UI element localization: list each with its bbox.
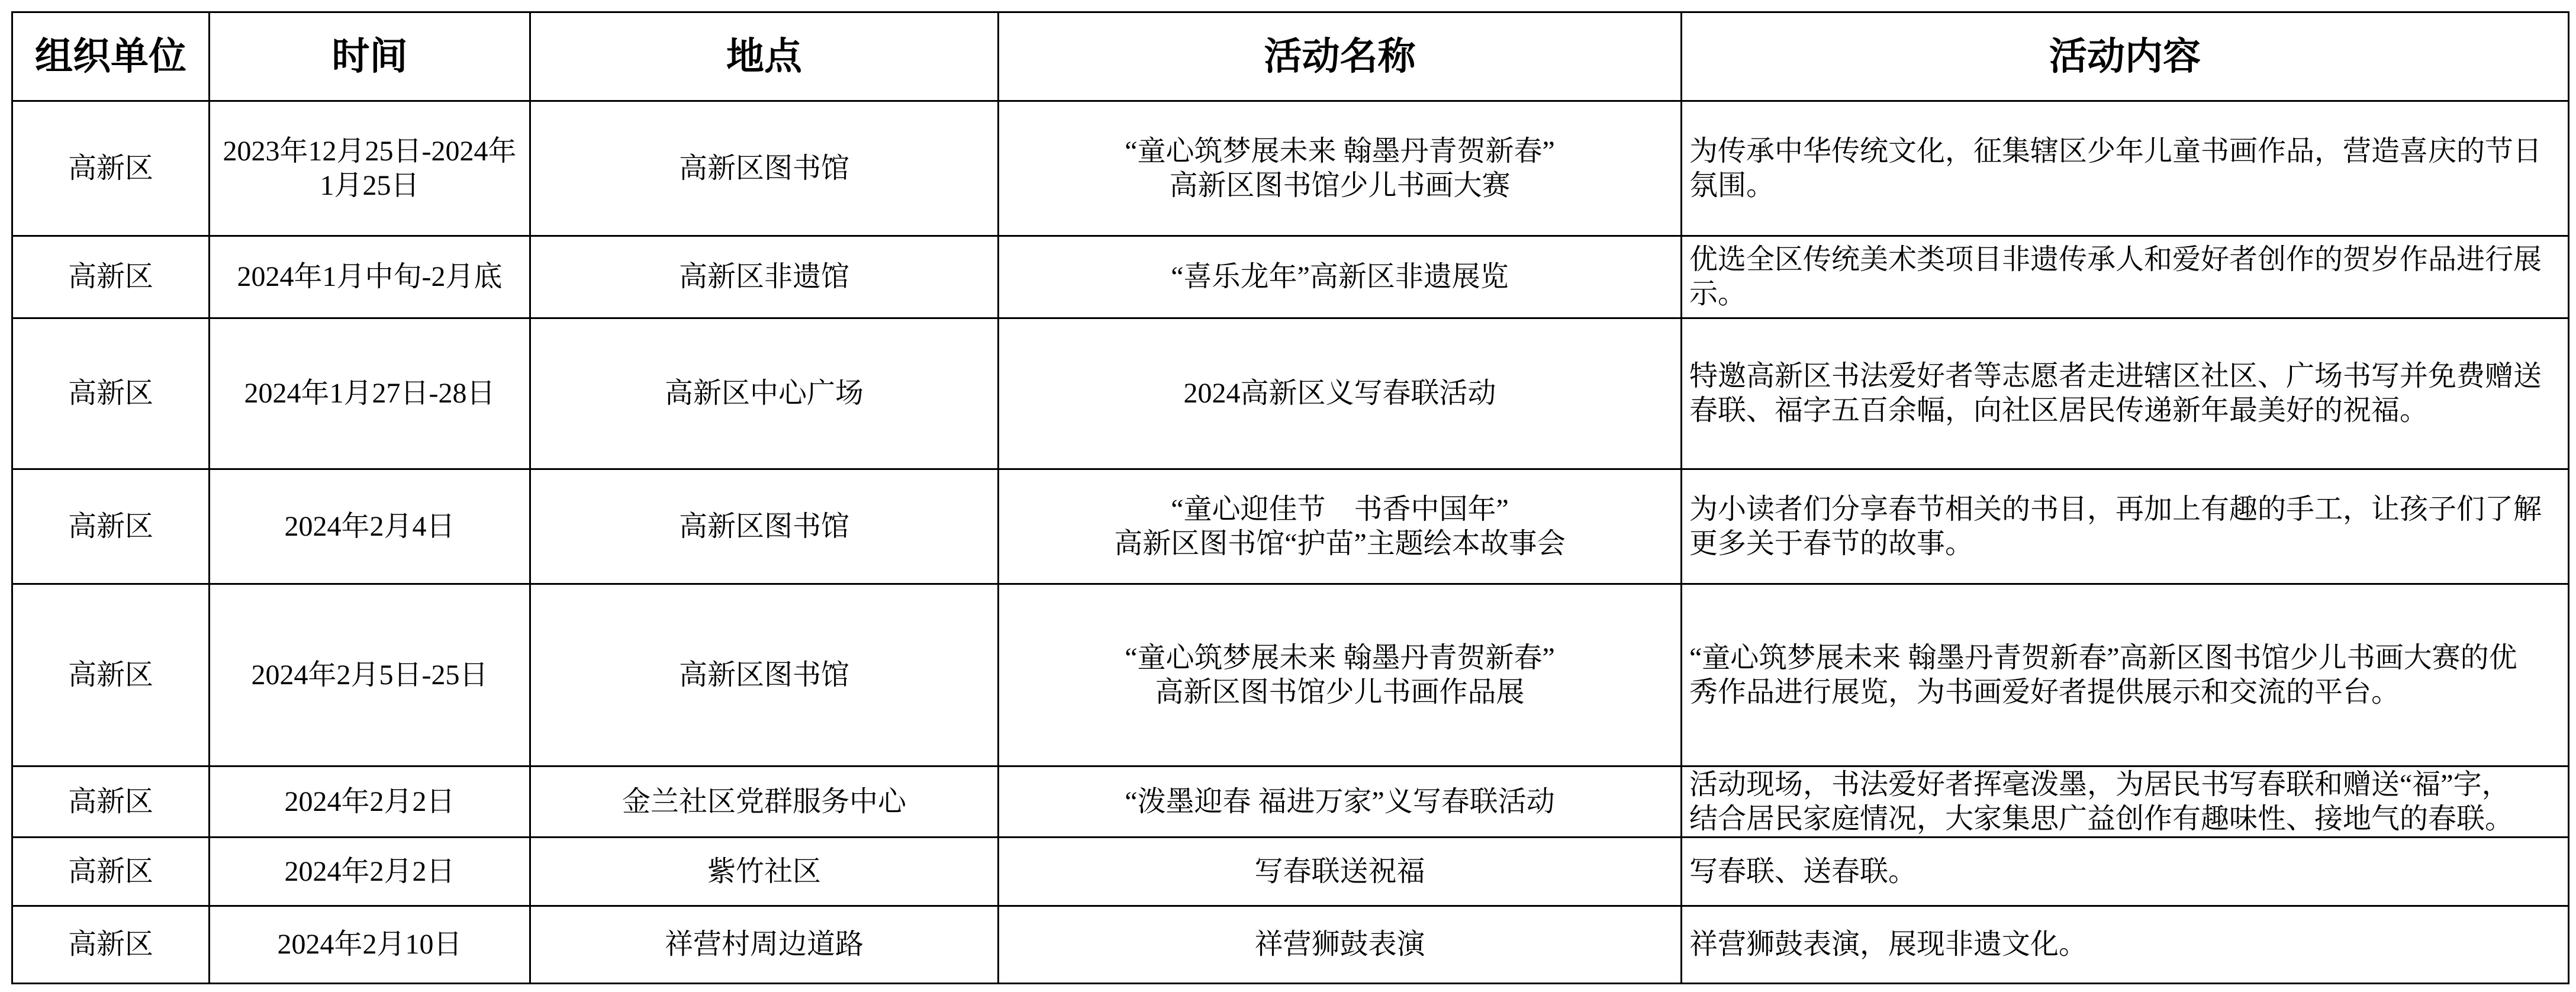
cell-location: 高新区图书馆 [531, 102, 999, 237]
cell-org-unit: 高新区 [13, 907, 210, 984]
cell-org-unit: 高新区 [13, 237, 210, 319]
cell-location: 高新区图书馆 [531, 585, 999, 767]
header-activity-name: 活动名称 [999, 13, 1682, 102]
cell-activity-name: 写春联送祝福 [999, 838, 1682, 907]
cell-org-unit: 高新区 [13, 767, 210, 838]
cell-activity-content: 祥营狮鼓表演，展现非遗文化。 [1682, 907, 2569, 984]
cell-location: 紫竹社区 [531, 838, 999, 907]
cell-activity-content: “童心筑梦展未来 翰墨丹青贺新春”高新区图书馆少儿书画大赛的优 秀作品进行展览，为书画爱好者提供展示和交流的平台。 [1682, 585, 2569, 767]
cell-activity-content: 活动现场，书法爱好者挥毫泼墨，为居民书写春联和赠送“福”字， 结合居民家庭情况，大家集思广益创作有趣味性、接地气的春联。 [1682, 767, 2569, 838]
cell-org-unit: 高新区 [13, 470, 210, 585]
header-activity-content: 活动内容 [1682, 13, 2569, 102]
cell-activity-content: 优选全区传统美术类项目非遗传承人和爱好者创作的贺岁作品进行展 示。 [1682, 237, 2569, 319]
cell-org-unit: 高新区 [13, 319, 210, 470]
cell-activity-name: “泼墨迎春 福进万家”义写春联活动 [999, 767, 1682, 838]
cell-activity-content: 写春联、送春联。 [1682, 838, 2569, 907]
cell-time: 2023年12月25日-2024年 1月25日 [210, 102, 531, 237]
cell-time: 2024年2月2日 [210, 767, 531, 838]
activity-table [11, 11, 2569, 984]
header-location: 地点 [531, 13, 999, 102]
cell-time: 2024年2月2日 [210, 838, 531, 907]
cell-location: 高新区中心广场 [531, 319, 999, 470]
cell-activity-name: 祥营狮鼓表演 [999, 907, 1682, 984]
cell-time: 2024年2月5日-25日 [210, 585, 531, 767]
cell-activity-content: 特邀高新区书法爱好者等志愿者走进辖区社区、广场书写并免费赠送 春联、福字五百余幅，向社区居民传递新年最美好的祝福。 [1682, 319, 2569, 470]
cell-org-unit: 高新区 [13, 102, 210, 237]
cell-location: 金兰社区党群服务中心 [531, 767, 999, 838]
cell-activity-content: 为小读者们分享春节相关的书目，再加上有趣的手工，让孩子们了解 更多关于春节的故事。 [1682, 470, 2569, 585]
cell-activity-name: “童心筑梦展未来 翰墨丹青贺新春” 高新区图书馆少儿书画作品展 [999, 585, 1682, 767]
cell-activity-name: “童心迎佳节 书香中国年” 高新区图书馆“护苗”主题绘本故事会 [999, 470, 1682, 585]
cell-time: 2024年2月10日 [210, 907, 531, 984]
cell-activity-content: 为传承中华传统文化，征集辖区少年儿童书画作品，营造喜庆的节日 氛围。 [1682, 102, 2569, 237]
cell-time: 2024年2月4日 [210, 470, 531, 585]
cell-org-unit: 高新区 [13, 585, 210, 767]
header-time: 时间 [210, 13, 531, 102]
cell-time: 2024年1月27日-28日 [210, 319, 531, 470]
cell-activity-name: “童心筑梦展未来 翰墨丹青贺新春” 高新区图书馆少儿书画大赛 [999, 102, 1682, 237]
cell-time: 2024年1月中旬-2月底 [210, 237, 531, 319]
cell-location: 高新区非遗馆 [531, 237, 999, 319]
cell-activity-name: 2024高新区义写春联活动 [999, 319, 1682, 470]
cell-location: 祥营村周边道路 [531, 907, 999, 984]
cell-location: 高新区图书馆 [531, 470, 999, 585]
cell-activity-name: “喜乐龙年”高新区非遗展览 [999, 237, 1682, 319]
header-org-unit: 组织单位 [13, 13, 210, 102]
cell-org-unit: 高新区 [13, 838, 210, 907]
